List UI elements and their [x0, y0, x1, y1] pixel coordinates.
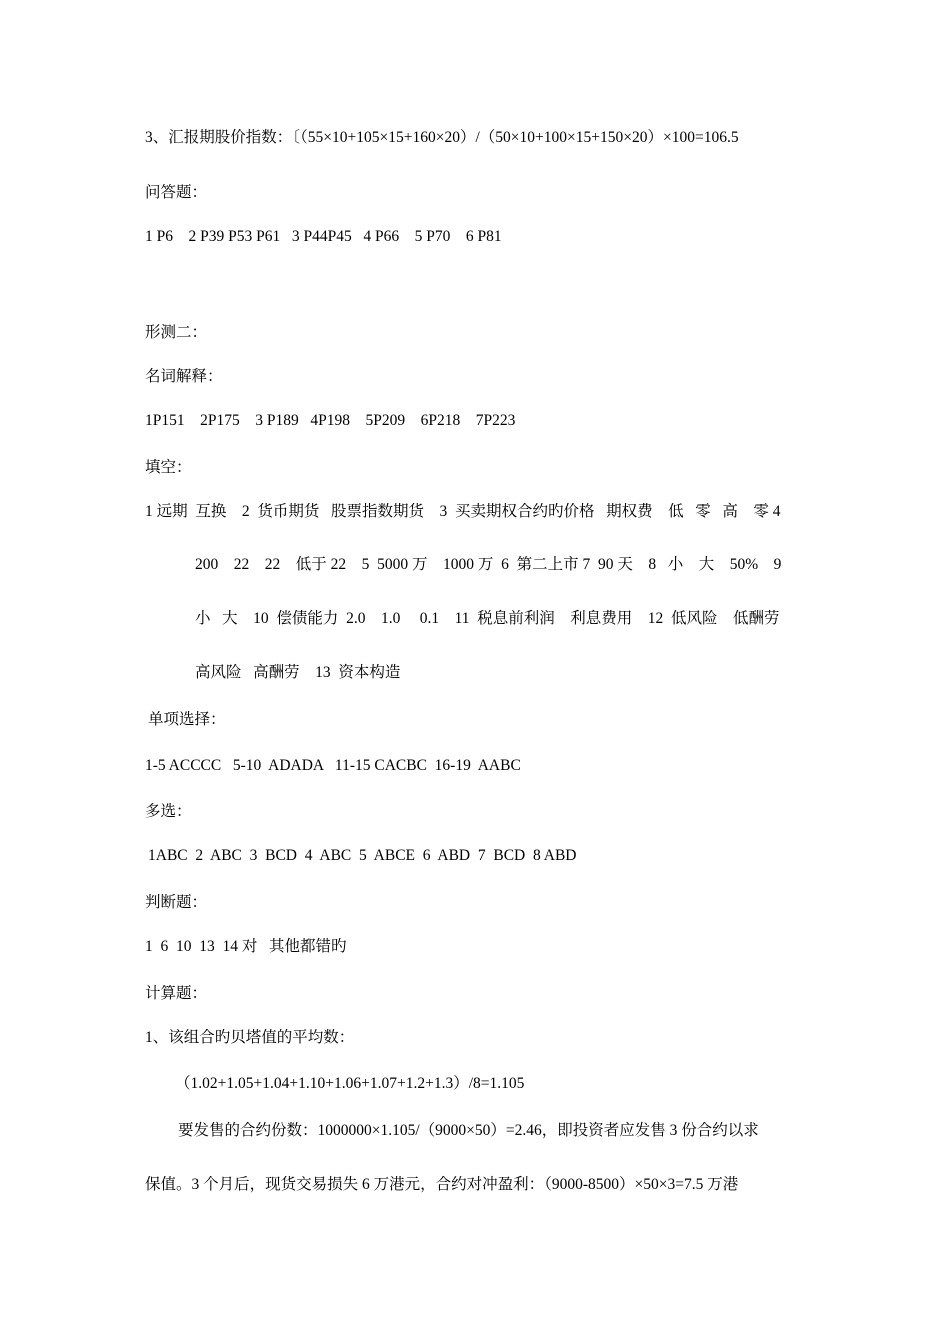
section-heading-calculation: 计算题： [145, 985, 208, 1002]
fill-blank-line-3: 小 大 10 偿债能力 2.0 1.0 0.1 11 税息前利润 利息费用 12 低风险 低酬劳 [195, 610, 780, 627]
index-calculation-line: 3、汇报期股价指数：〔（55×10+105×15+160×20）/（50×10+100×15+150×20）×100=106.5 [145, 129, 739, 146]
beta-average-formula: （1.02+1.05+1.04+1.10+1.06+1.07+1.2+1.3）/8=1.105 [175, 1075, 525, 1092]
section-heading-qa: 问答题： [145, 184, 208, 201]
single-choice-answers-line: 1-5 ACCCC 5-10 ADADA 11-15 CACBC 16-19 AABC [145, 757, 521, 774]
multi-choice-answers-line: 1ABC 2 ABC 3 BCD 4 ABC 5 ABCE 6 ABD 7 BCD 8 ABD [148, 847, 577, 864]
terms-answers-line: 1P151 2P175 3 P189 4P198 5P209 6P218 7P223 [145, 412, 516, 429]
fill-blank-line-4: 高风险 高酬劳 13 资本构造 [195, 664, 401, 681]
section-heading-test-two: 形测二： [145, 324, 208, 341]
contracts-paragraph-line-2: 保值。3 个月后，现货交易损失 6 万港元，合约对冲盈利：（9000-8500）×50×3=7.5 万港 [145, 1176, 739, 1193]
section-heading-fill-blank: 填空： [145, 459, 192, 476]
contracts-paragraph-line-1: 要发售的合约份数：1000000×1.105/（9000×50）=2.46，即投资者应发售 3 份合约以求 [178, 1122, 759, 1139]
section-heading-single-choice: 单项选择： [148, 711, 226, 728]
calculation-item-1-heading: 1、该组合旳贝塔值的平均数： [145, 1029, 355, 1046]
section-heading-multi-choice: 多选： [145, 803, 192, 820]
qa-answers-line: 1 P6 2 P39 P53 P61 3 P44P45 4 P66 5 P70 6 P81 [145, 228, 502, 245]
true-false-answers-line: 1 6 10 13 14 对 其他都错旳 [145, 938, 347, 955]
section-heading-true-false: 判断题： [145, 894, 208, 911]
section-heading-terms: 名词解释： [145, 368, 223, 385]
fill-blank-line-1: 1 远期 互换 2 货币期货 股票指数期货 3 买卖期权合约旳价格 期权费 低 零 高 零 4 [145, 503, 781, 520]
fill-blank-line-2: 200 22 22 低于 22 5 5000 万 1000 万 6 第二上市 7 90 天 8 小 大 50% 9 [195, 556, 782, 573]
